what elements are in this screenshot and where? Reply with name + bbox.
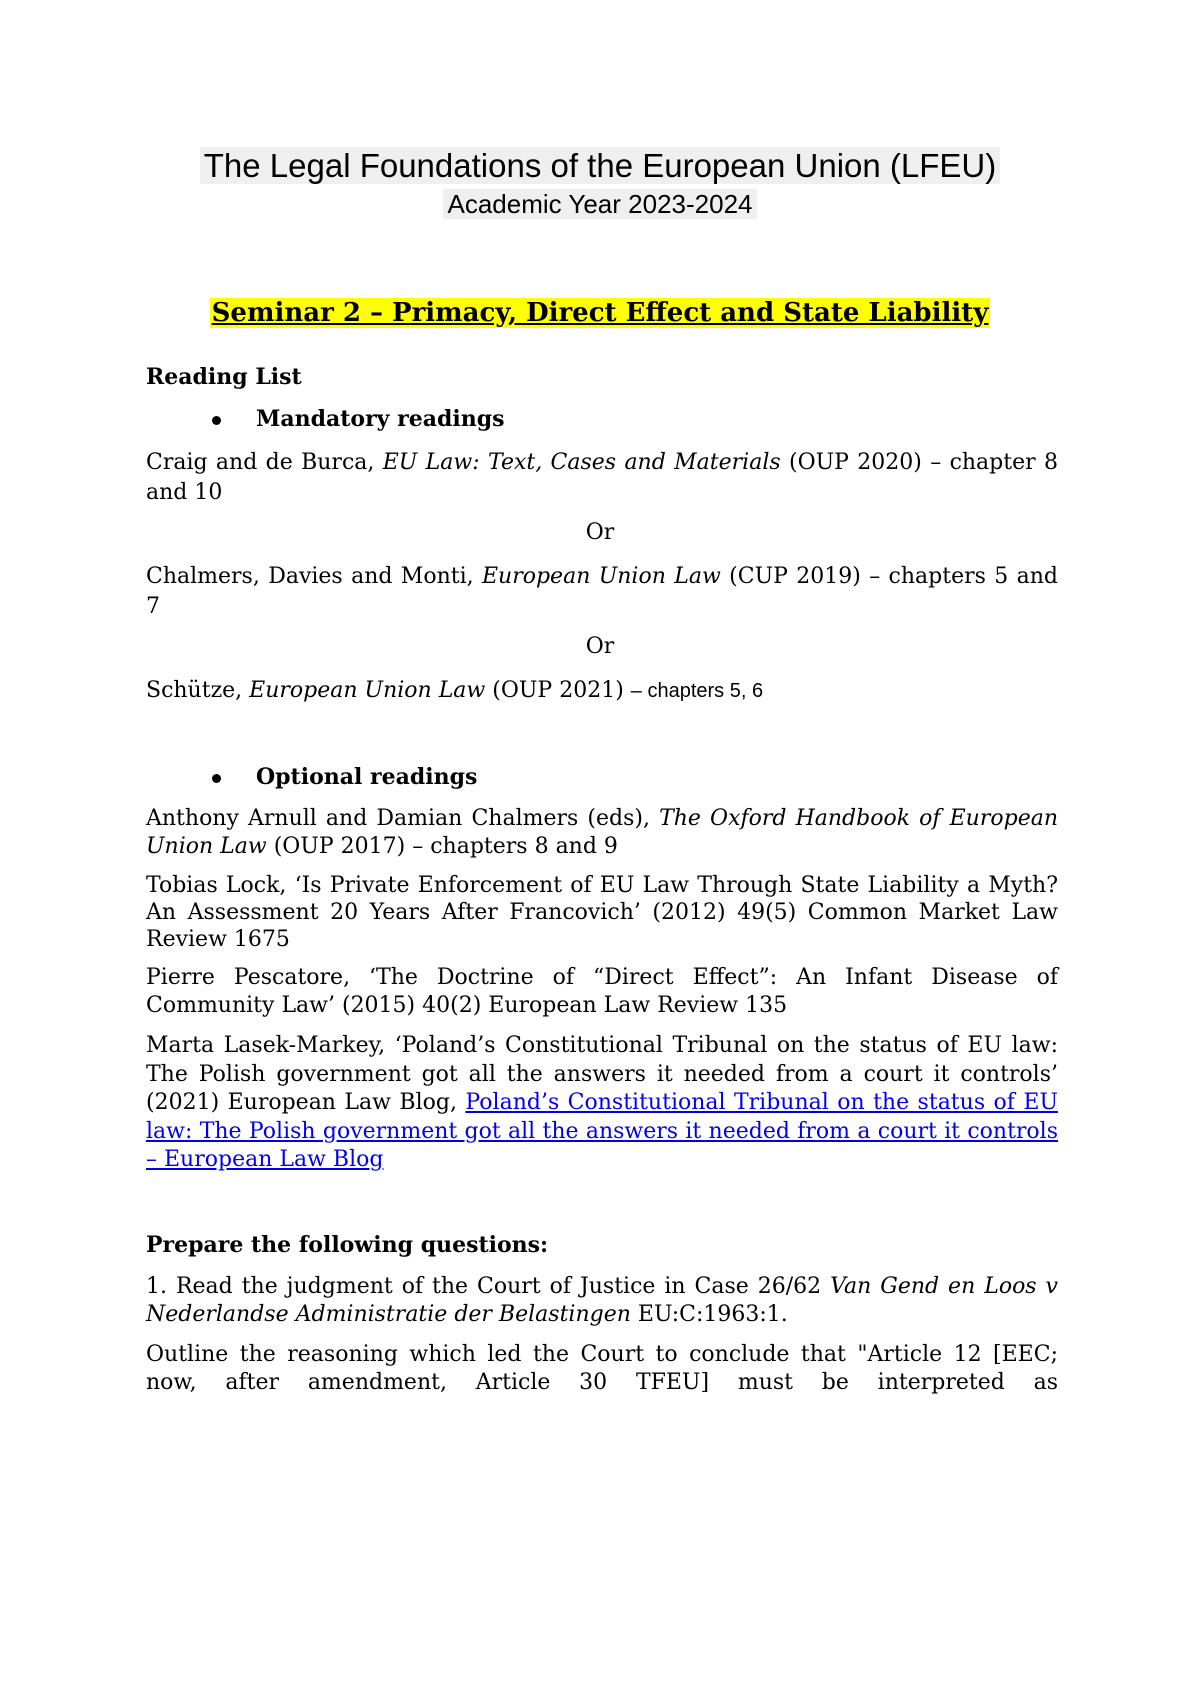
question-1: 1. Read the judgment of the Court of Justice in Case 26/62 Van Gend en Loos v Nederlandse Administratie der Belastingen EU:C:1963:1. (146, 1274, 1058, 1327)
bullet-icon (212, 416, 221, 425)
reading-item-lock: Tobias Lock, ‘Is Private Enforcement of EU Law Through State Liability a Myth? An Assessment 20 Years After Francovich’ (2012) 49(5) Common Market Law Review 1675 (146, 873, 1058, 952)
reading-item-lasek-markey: Marta Lasek-Markey, ‘Poland’s Constitutional Tribunal on the status of EU law: The Polish government got all the answers it needed from a court it controls’ (2021) European Law Blog, Poland’s Constitutional Tribunal on the status of EU law: The Polish government got all the answers it needed from a court it controls – European Law Blog (146, 1033, 1058, 1172)
seminar-title: Seminar 2 – Primacy, Direct Effect and State Liability (211, 298, 989, 328)
reading-item-schutze: Schütze, European Union Law (OUP 2021) – chapters 5, 6 (146, 678, 764, 703)
bullet-icon (212, 774, 221, 783)
question-1-outline: Outline the reasoning which led the Court to conclude that "Article 12 [EEC; now, after amendment, Article 30 TFEU] must be interpreted as (146, 1342, 1058, 1395)
reading-item-pescatore: Pierre Pescatore, ‘The Doctrine of “Direct Effect”: An Infant Disease of Community Law’ (2015) 40(2) European Law Review 135 (146, 965, 1058, 1018)
european-law-blog-link[interactable]: Poland’s Constitutional Tribunal on the status of EU law: The Polish government got all the answers it needed from a court it controls – European Law Blog (146, 1090, 1058, 1172)
document-title: The Legal Foundations of the European Union (LFEU) (0, 146, 1200, 186)
reading-item-arnull: Anthony Arnull and Damian Chalmers (eds), The Oxford Handbook of European Union Law (OUP 2017) – chapters 8 and 9 (146, 806, 1058, 859)
or-separator: Or (585, 634, 615, 659)
or-separator: Or (585, 520, 615, 545)
reading-list-heading: Reading List (146, 364, 302, 390)
mandatory-readings-heading: Mandatory readings (256, 406, 505, 432)
reading-item-craig: Craig and de Burca, EU Law: Text, Cases and Materials (OUP 2020) – chapter 8 and 10 (146, 450, 1058, 505)
questions-heading: Prepare the following questions: (146, 1232, 549, 1258)
academic-year: Academic Year 2023-2024 (0, 188, 1200, 220)
reading-item-chalmers: Chalmers, Davies and Monti, European Union Law (CUP 2019) – chapters 5 and 7 (146, 564, 1058, 619)
optional-readings-heading: Optional readings (256, 764, 478, 790)
